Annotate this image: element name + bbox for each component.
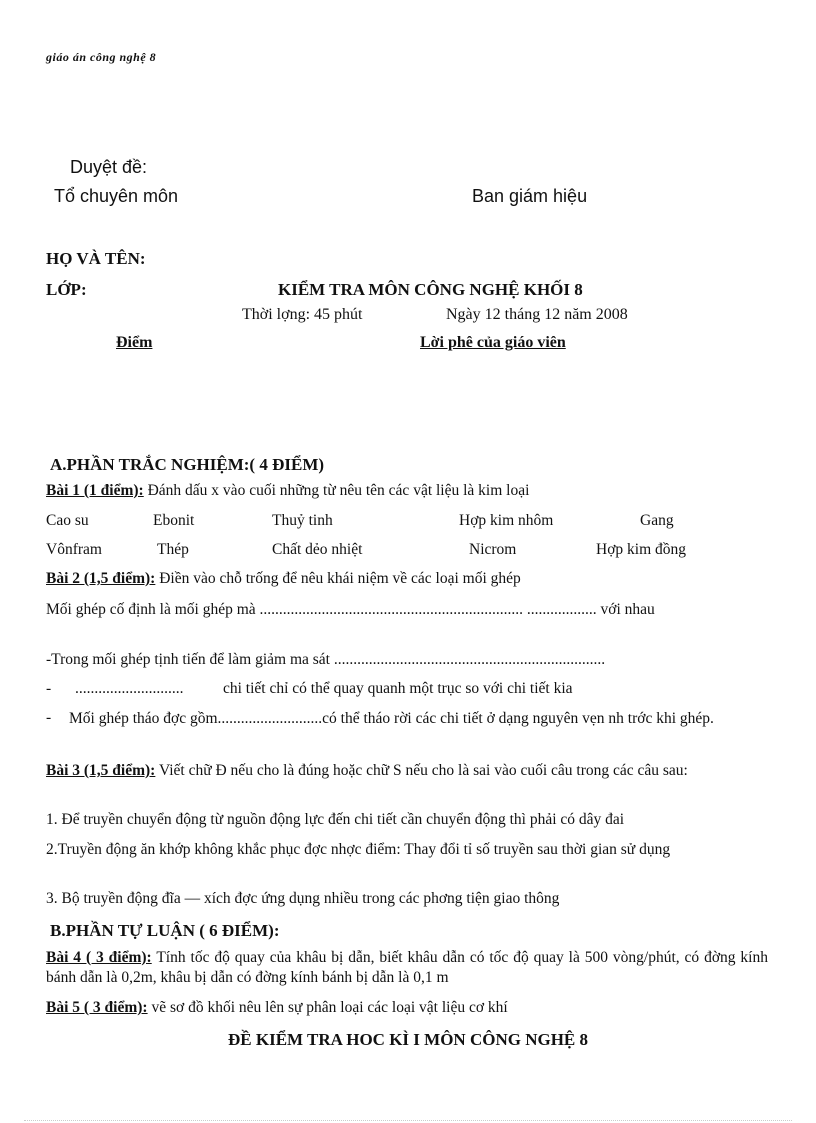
bai1-heading — [46, 482, 529, 500]
student-name-label: HỌ VÀ TÊN: — [46, 249, 146, 268]
score-label: Điểm — [116, 334, 153, 351]
bai4-heading — [46, 948, 768, 988]
material-item: Hợp kim nhôm — [459, 512, 554, 529]
bai4-text: Tính tốc độ quay của khâu bị dẫn, biết khâu dẫn có tốc độ quay là 500 vòng/phút, có đờng kính bánh dẫn là 0,2m, khâu bị dẫn có đờng kính bánh bị dẫn là 0,1 m — [46, 949, 768, 986]
bai3-label: Bài 3 (1,5 điểm): — [46, 762, 156, 779]
bai5-heading — [46, 999, 508, 1017]
approval-ban-giam-hieu: Ban giám hiệu — [472, 186, 588, 206]
bai2-heading — [46, 570, 521, 588]
section-b-title: B.PHẦN TỰ LUẬN ( 6 ĐIỂM): — [50, 921, 280, 940]
bai2-line4-dash: - — [46, 709, 52, 726]
bai2-label: Bài 2 (1,5 điểm): — [46, 570, 156, 587]
material-item: Cao su — [46, 512, 89, 529]
bai1-label: Bài 1 (1 điểm): — [46, 482, 144, 499]
exam-duration: Thời lợng: 45 phút — [242, 306, 363, 323]
material-item: Hợp kim đồng — [596, 541, 687, 558]
student-class-label: LỚP: — [46, 280, 87, 299]
material-item: Vônfram — [46, 541, 102, 558]
bai2-line3-text: chi tiết chỉ có thể quay quanh một trục so với chi tiết kia — [223, 680, 573, 697]
footer-title: ĐỀ KIỂM TRA HOC KÌ I MÔN CÔNG NGHỆ 8 — [228, 1030, 589, 1049]
material-item: Nicrom — [469, 541, 517, 558]
bai2-line3-dots: ............................ — [75, 680, 184, 697]
approval-to-chuyen-mon: Tổ chuyên môn — [54, 186, 179, 206]
bai3-item1: 1. Để truyền chuyển động từ nguồn động lực đến chi tiết cần chuyển động thì phải có dây đai — [46, 811, 625, 828]
material-item: Gang — [640, 512, 674, 529]
bai1-text: Đánh dấu x vào cuối những từ nêu tên các vật liệu là kim loại — [143, 482, 530, 499]
bai3-item2: 2.Truyền động ăn khớp không khắc phục đợc nhợc điểm: Thay đổi tỉ số truyền sau thời gian sử dụng — [46, 841, 671, 858]
bai4-label: Bài 4 ( 3 điểm): — [46, 949, 152, 966]
bai2-line3-dash: - — [46, 680, 52, 697]
bai3-item3: 3. Bộ truyền động đĩa — xích đợc ứng dụng nhiều trong các phơng tiện giao thông — [46, 890, 560, 907]
approval-duyet-de: Duyệt đề: — [70, 157, 148, 177]
bai2-line2: -Trong mối ghép tịnh tiến để làm giảm ma sát ...................................................................... — [46, 651, 606, 668]
section-a-title: A.PHẦN TRẮC NGHIỆM:( 4 ĐIỂM) — [50, 455, 325, 474]
exam-title: KIỂM TRA MÔN CÔNG NGHỆ KHỐI 8 — [278, 280, 583, 299]
page-bottom-divider — [24, 1120, 792, 1121]
teacher-comment-label: Lời phê của giáo viên — [420, 334, 566, 351]
bai2-line4-text: Mối ghép tháo đợc gồm...........................có thể tháo rời các chi tiết ở dạng nguyên vẹn nh trớc khi ghép. — [69, 710, 714, 727]
material-item: Chất dẻo nhiệt — [272, 541, 363, 558]
bai3-heading — [46, 761, 768, 781]
material-item: Thuỷ tinh — [272, 512, 333, 529]
exam-date: Ngày 12 tháng 12 năm 2008 — [446, 306, 628, 323]
bai3-text: Viết chữ Đ nếu cho là đúng hoặc chữ S nếu cho là sai vào cuối câu trong các câu sau: — [155, 762, 688, 779]
header-note: giáo án công nghệ 8 — [46, 50, 157, 64]
material-item: Thép — [157, 541, 189, 558]
bai5-label: Bài 5 ( 3 điểm): — [46, 999, 148, 1016]
bai2-text: Điền vào chỗ trống để nêu khái niệm về các loại mối ghép — [155, 570, 521, 587]
bai5-text: vẽ sơ đồ khối nêu lên sự phân loại các loại vật liệu cơ khí — [147, 999, 508, 1016]
bai2-line1: Mối ghép cố định là mối ghép mà .................................................................... .................. với nhau — [46, 601, 655, 618]
material-item: Ebonit — [153, 512, 195, 529]
